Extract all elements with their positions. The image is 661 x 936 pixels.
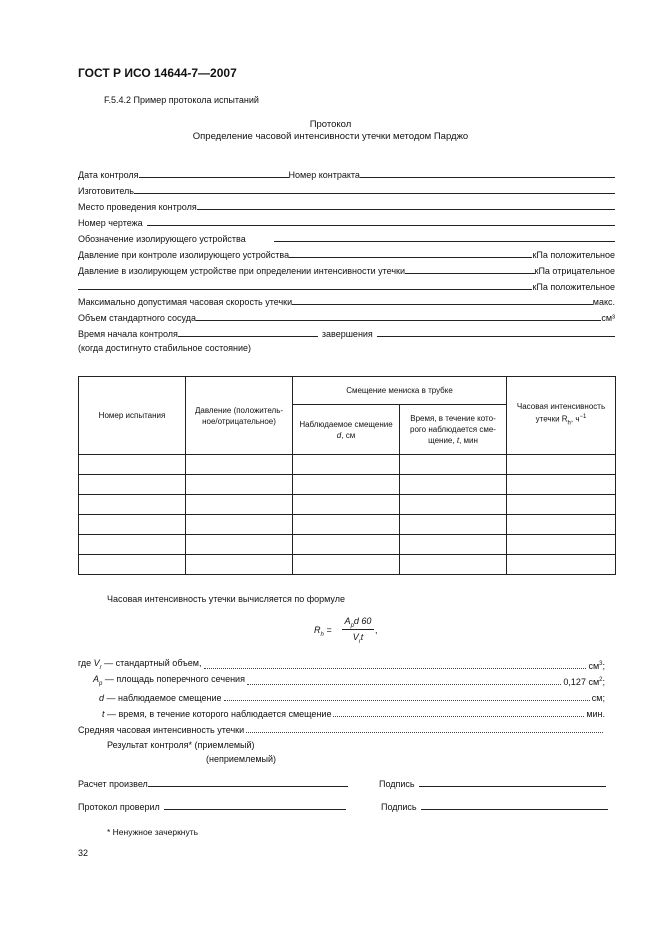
table-row bbox=[79, 475, 616, 495]
avg-input-line[interactable] bbox=[246, 725, 603, 733]
sign2-input-line[interactable] bbox=[421, 801, 608, 810]
legend-t-row bbox=[102, 707, 605, 719]
pressure-control-input-line[interactable] bbox=[289, 249, 532, 258]
pressure-control-label: Давление при контроле изолирующего устройства bbox=[78, 250, 290, 260]
col-header-test-number: Номер испытания bbox=[79, 377, 186, 455]
field-start-row bbox=[78, 327, 615, 339]
max-unit-label: макс. bbox=[592, 297, 615, 307]
legend-avg-label: Средняя часовая интенсивность утечки bbox=[78, 725, 245, 735]
fraction-bar bbox=[342, 629, 374, 630]
table-cell[interactable] bbox=[186, 455, 293, 475]
section-title: F.5.4.2 Пример протокола испытаний bbox=[104, 95, 259, 105]
table-cell[interactable] bbox=[400, 455, 507, 475]
kpa-positive-label-2: кПа положительное bbox=[532, 282, 615, 292]
table-row bbox=[79, 535, 616, 555]
date-label: Дата контроля bbox=[78, 170, 139, 180]
col-header-meniscus: Смещение мениска в трубке bbox=[293, 377, 507, 405]
table-row bbox=[79, 495, 616, 515]
protocol-subtitle: Определение часовой интенсивности утечки методом Парджо bbox=[192, 131, 469, 142]
legend-ap-unit: 0,127 $см^2$; bbox=[563, 677, 605, 687]
legend-avg-row bbox=[78, 723, 605, 735]
result-label: Результат контроля* (приемлемый) bbox=[107, 740, 255, 750]
table-cell[interactable] bbox=[400, 535, 507, 555]
table-cell[interactable] bbox=[186, 555, 293, 575]
table-cell[interactable] bbox=[400, 475, 507, 495]
table-row bbox=[79, 555, 616, 575]
field-drawing-row bbox=[78, 216, 615, 228]
calc-row bbox=[78, 777, 348, 789]
calc-input-line[interactable] bbox=[148, 778, 348, 787]
legend-vr-label: где $V_r$ — стандартный объем, bbox=[78, 658, 202, 671]
checked-row bbox=[78, 800, 346, 812]
table-cell[interactable] bbox=[507, 455, 616, 475]
sign1-input-line[interactable] bbox=[419, 778, 606, 787]
table-cell[interactable] bbox=[507, 535, 616, 555]
col-header-time: Время, в течение кото-рого наблюдается сме-щение, t, мин bbox=[400, 405, 507, 455]
stable-note: (когда достигнуто стабильное состояние) bbox=[78, 343, 251, 353]
pressure-device-label: Давление в изолирующем устройстве при определении интенсивности утечки bbox=[78, 266, 406, 276]
table-cell[interactable] bbox=[293, 515, 400, 535]
footnote: * Ненужное зачеркнуть bbox=[107, 827, 199, 837]
kpa-positive-label: кПа положительное bbox=[532, 250, 615, 260]
checked-input-line[interactable] bbox=[164, 801, 346, 810]
table-cell[interactable] bbox=[79, 555, 186, 575]
sign1-row bbox=[379, 777, 606, 789]
document-header: ГОСТ Р ИСО 14644-7—2007 bbox=[78, 66, 237, 80]
table-cell[interactable] bbox=[293, 535, 400, 555]
field-device-row bbox=[78, 232, 615, 244]
calc-label: Расчет произвел bbox=[78, 779, 148, 789]
max-rate-input-line[interactable] bbox=[292, 296, 593, 305]
table-body bbox=[79, 455, 616, 575]
page-number: 32 bbox=[78, 848, 89, 858]
field-date-row bbox=[78, 168, 615, 180]
field-max-rate-row bbox=[78, 295, 615, 307]
legend-ap-label: $A_p$ — площадь поперечного сечения bbox=[93, 674, 245, 687]
table-cell[interactable] bbox=[293, 455, 400, 475]
end-input-line[interactable] bbox=[377, 328, 615, 337]
volume-label: Объем стандартного сосуда bbox=[78, 313, 196, 323]
sign1-label: Подпись bbox=[379, 779, 415, 789]
device-input-line[interactable] bbox=[274, 233, 615, 242]
results-table bbox=[78, 376, 616, 575]
table-cell[interactable] bbox=[186, 495, 293, 515]
volume-input-line[interactable] bbox=[196, 312, 601, 321]
table-cell[interactable] bbox=[507, 555, 616, 575]
formula-denominator: $V_rt$ bbox=[352, 632, 364, 645]
table-cell[interactable] bbox=[79, 515, 186, 535]
start-input-line[interactable] bbox=[178, 328, 318, 337]
legend-ap-row bbox=[93, 675, 605, 687]
drawing-label: Номер чертежа bbox=[78, 218, 143, 228]
maker-label: Изготовитель bbox=[78, 186, 134, 196]
pressure-device-input-line[interactable] bbox=[405, 265, 534, 274]
sign2-label: Подпись bbox=[381, 802, 417, 812]
place-input-line[interactable] bbox=[197, 201, 615, 210]
table-cell[interactable] bbox=[79, 455, 186, 475]
table-cell[interactable] bbox=[293, 475, 400, 495]
device-label: Обозначение изолирующего устройства bbox=[78, 234, 246, 244]
table-cell[interactable] bbox=[186, 515, 293, 535]
pressure-extra-input-line[interactable] bbox=[78, 281, 532, 290]
table-cell[interactable] bbox=[79, 495, 186, 515]
field-volume-row bbox=[78, 311, 615, 323]
legend-d-unit: см; bbox=[591, 693, 605, 703]
table-cell[interactable] bbox=[400, 515, 507, 535]
protocol-title: Протокол bbox=[309, 119, 352, 130]
max-rate-label: Максимально допустимая часовая скорость утечки bbox=[78, 297, 293, 307]
contract-label: Номер контракта bbox=[288, 170, 360, 180]
table-cell[interactable] bbox=[507, 495, 616, 515]
table-cell[interactable] bbox=[293, 495, 400, 515]
table-cell[interactable] bbox=[293, 555, 400, 575]
legend-vr-row bbox=[78, 659, 605, 671]
table-cell[interactable] bbox=[400, 495, 507, 515]
field-pressure-control-row bbox=[78, 248, 615, 260]
field-pressure-extra-row bbox=[78, 280, 615, 292]
result-alt: (неприемлемый) bbox=[206, 754, 277, 764]
date-input-line[interactable] bbox=[139, 169, 289, 178]
table-cell[interactable] bbox=[507, 475, 616, 495]
kpa-negative-label: кПа отрицательное bbox=[534, 266, 615, 276]
legend-d-label: d — наблюдаемое смещение bbox=[99, 693, 222, 703]
legend-vr-unit: $см^3$; bbox=[588, 661, 605, 671]
legend-d-row bbox=[99, 691, 605, 703]
col-header-rate: Часовая интенсивность утечки $R_h$, $ч^{-1}$ bbox=[507, 377, 616, 455]
legend-t-label: t — время, в течение которого наблюдается смещение bbox=[102, 709, 332, 719]
col-header-pressure: Давление (положитель-ное/отрицательное) bbox=[186, 377, 293, 455]
volume-unit-label: см³ bbox=[601, 313, 615, 323]
table-cell[interactable] bbox=[507, 515, 616, 535]
table-cell[interactable] bbox=[79, 535, 186, 555]
table-row bbox=[79, 515, 616, 535]
formula-intro: Часовая интенсивность утечки вычисляется по формуле bbox=[107, 594, 345, 604]
contract-input-line[interactable] bbox=[360, 169, 615, 178]
maker-input-line[interactable] bbox=[134, 185, 615, 194]
table-cell[interactable] bbox=[400, 555, 507, 575]
legend-t-unit: мин. bbox=[586, 709, 605, 719]
table-row bbox=[79, 455, 616, 475]
table-cell[interactable] bbox=[186, 535, 293, 555]
field-maker-row bbox=[78, 184, 615, 196]
checked-label: Протокол проверил bbox=[78, 802, 160, 812]
table-cell[interactable] bbox=[186, 475, 293, 495]
col-header-observed: Наблюдаемое смещение d, см bbox=[293, 405, 400, 455]
end-label: завершения bbox=[321, 329, 373, 339]
start-label: Время начала контроля bbox=[78, 329, 178, 339]
formula-numerator: $A_pd$ 60 bbox=[344, 616, 372, 629]
formula-comma: , bbox=[375, 625, 378, 635]
drawing-input-line[interactable] bbox=[147, 217, 615, 226]
field-pressure-device-row bbox=[78, 264, 615, 276]
place-label: Место проведения контроля bbox=[78, 202, 197, 212]
field-place-row bbox=[78, 200, 615, 212]
formula-lhs: $R_h$ = bbox=[314, 625, 332, 638]
sign2-row bbox=[381, 800, 608, 812]
table-cell[interactable] bbox=[79, 475, 186, 495]
